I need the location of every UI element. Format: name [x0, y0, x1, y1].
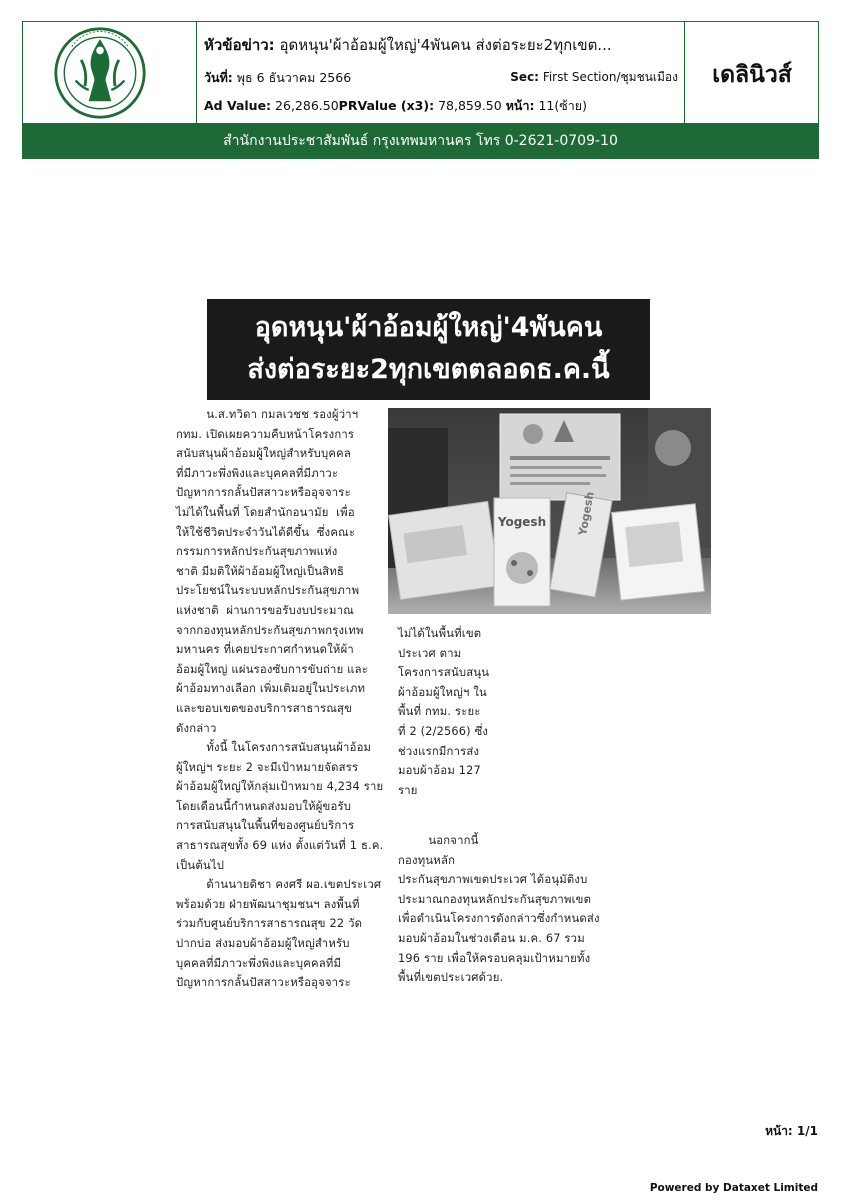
- pr-label: PRValue (x3):: [338, 98, 435, 113]
- article-line: มอบผ้าอ้อม 127: [398, 764, 481, 778]
- article-line: พร้อมด้วย ฝ่ายพัฒนาชุมชนฯ ลงพื้นที่: [176, 897, 360, 911]
- pr-value: 78,859.50: [438, 98, 502, 113]
- article-column-3: [398, 831, 600, 988]
- article-line: ผ้าอ้อมผู้ใหญ่ฯ ใน: [398, 685, 487, 699]
- article-line: ไม่ได้ในพื้นที่เขต: [398, 627, 482, 640]
- article-line: ให้ใช้ชีวิตประจำวันได้ดีขึ้น ซึ่งคณะ: [176, 525, 356, 539]
- article-line: สนับสนุนผ้าอ้อมผู้ใหญ่สำหรับบุคคล: [176, 447, 352, 461]
- article-line: กองทุนหลัก: [398, 853, 456, 867]
- article-line: ปากบ่อ ส่งมอบผ้าอ้อมผู้ใหญ่สำหรับ: [176, 937, 350, 951]
- article-column-2: [398, 624, 489, 800]
- article-line: ประเวศ ตาม: [398, 646, 462, 660]
- article-line: สาธารณสุขทั้ง 69 แห่ง ตั้งแต่วันที่ 1 ธ.ค.: [176, 839, 384, 853]
- article-line: ประกันสุขภาพเขตประเวศ ได้อนุมัติงบ: [398, 873, 588, 887]
- sec-value: First Section/ชุมชนเมือง: [542, 70, 678, 84]
- logo-cell: [23, 22, 197, 123]
- article-line: ร่วมกับศูนย์บริการสาธารณสุข 22 วัด: [176, 917, 363, 931]
- article-line: เป็นต้นไป: [176, 858, 225, 872]
- article-line: มหานคร ที่เคยประกาศกำหนดให้ผ้า: [176, 643, 354, 657]
- article-line: โดยเดือนนี้กำหนดส่งมอบให้ผู้ขอรับ: [176, 799, 352, 813]
- section-row: [510, 68, 678, 87]
- product-label: Yogesh: [497, 515, 547, 529]
- newspaper-cell: [684, 22, 819, 123]
- headline-line-2: ส่งต่อระยะ2ทุกเขตตลอดธ.ค.นี้: [247, 354, 610, 385]
- article-line: นอกจากนี้: [398, 834, 479, 847]
- article-line: ที่ 2 (2/2566) ซึ่ง: [398, 724, 489, 738]
- clipping-info: [199, 22, 684, 123]
- article-line: ปัญหาการกลั้นปัสสาวะหรืออุจจาระ: [176, 486, 351, 500]
- article-line: ที่มีภาวะพึ่งพิงและบุคคลที่มีภาวะ: [176, 466, 339, 480]
- article-line: ผ้าอ้อมผู้ใหญ่ให้กลุ่มเป้าหมาย 4,234 ราย: [176, 780, 384, 794]
- article-line: ช่วงแรกมีการส่ง: [398, 744, 480, 758]
- headline-row: [204, 33, 612, 57]
- page-value: 11(ซ้าย): [538, 98, 587, 113]
- page-label: หน้า:: [505, 98, 535, 113]
- article-line: บุคคลที่มีภาวะพึ่งพิงและบุคคลที่มี: [176, 956, 342, 970]
- page-counter: หน้า: 1/1: [765, 1124, 818, 1138]
- sec-label: Sec:: [510, 70, 539, 84]
- article-line: แห่งชาติ ผ่านการขอรับงบประมาณ: [176, 603, 354, 617]
- title-value: อุดหนุน'ผ้าอ้อมผู้ใหญ่'4พันคน ส่งต่อระยะ2ทุกเขต...: [279, 36, 612, 54]
- ad-label: Ad Value:: [204, 98, 272, 113]
- bangkok-seal-logo: [53, 26, 147, 120]
- newspaper-name: เดลินิวส์: [712, 62, 792, 88]
- article-line: พื้นที่ กทม. ระยะ: [398, 705, 481, 719]
- ad-value: 26,286.50: [275, 98, 339, 113]
- headline-line-1: อุดหนุน'ผ้าอ้อมผู้ใหญ่'4พันคน: [254, 312, 603, 343]
- clipping-header: [22, 21, 819, 124]
- article-headline: [207, 299, 650, 400]
- article-line: ปัญหาการกลั้นปัสสาวะหรืออุจจาระ: [176, 976, 351, 990]
- article-line: 196 ราย เพื่อให้ครอบคลุมเป้าหมายทั้ง: [398, 951, 591, 965]
- product-label-2: Yogesh: [576, 490, 597, 537]
- article-line: กทม. เปิดเผยความคืบหน้าโครงการ: [176, 427, 355, 441]
- article-line: ดังกล่าว: [176, 721, 217, 735]
- article-line: ทั้งนี้ ในโครงการสนับสนุนผ้าอ้อม: [176, 741, 372, 755]
- article-line: เพื่อดำเนินโครงการดังกล่าวซึ่งกำหนดส่ง: [398, 912, 600, 926]
- article-line: ราย: [398, 783, 418, 797]
- article-column-1: [176, 405, 383, 993]
- article-line: พื้นที่เขตประเวศด้วย.: [398, 971, 504, 985]
- article-line: ประมาณกองทุนหลักประกันสุขภาพเขต: [398, 892, 592, 906]
- title-label: หัวข้อข่าว:: [204, 36, 275, 54]
- article-line: ประโยชน์ในระบบหลักประกันสุขภาพ: [176, 584, 360, 598]
- pr-office-band: สำนักงานประชาสัมพันธ์ กรุงเทพมหานคร โทร 0-2621-0709-10: [22, 124, 819, 159]
- article-line: โครงการสนับสนุน: [398, 666, 490, 680]
- date-label: วันที่:: [204, 70, 233, 85]
- article-line: ไม่ได้ในพื้นที่ โดยสำนักอนามัย เพื่อ: [176, 505, 355, 519]
- article-line: จากกองทุนหลักประกันสุขภาพกรุงเทพ: [176, 623, 364, 637]
- article-line: ด้านนายดิชา คงศรี ผอ.เขตประเวศ: [176, 878, 382, 892]
- article-line: ผ้าอ้อมทางเลือก เพิ่มเติมอยู่ในประเภท: [176, 682, 366, 696]
- powered-by: Powered by Dataxet Limited: [649, 1182, 818, 1194]
- value-row: [204, 96, 587, 116]
- article-line: ชาติ มีมติให้ผ้าอ้อมผู้ใหญ่เป็นสิทธิ: [176, 564, 345, 578]
- article-line: มอบผ้าอ้อมในช่วงเดือน ม.ค. 67 รวม: [398, 931, 585, 945]
- article-photo: [388, 408, 711, 614]
- article-line: น.ส.ทวิดา กมลเวชช รองผู้ว่าฯ: [176, 408, 359, 421]
- article-line: การสนับสนุนในพื้นที่ของศูนย์บริการ: [176, 819, 355, 833]
- date-row: [204, 68, 351, 88]
- article-line: กรรมการหลักประกันสุขภาพแห่ง: [176, 545, 338, 559]
- date-value: พุธ 6 ธันวาคม 2566: [236, 70, 352, 85]
- article-line: และขอบเขตของบริการสาธารณสุข: [176, 701, 353, 715]
- article-line: อ้อมผู้ใหญ่ แผ่นรองซับการขับถ่าย และ: [176, 662, 369, 676]
- article-line: ผู้ใหญ่ฯ ระยะ 2 จะมีเป้าหมายจัดสรร: [176, 760, 359, 774]
